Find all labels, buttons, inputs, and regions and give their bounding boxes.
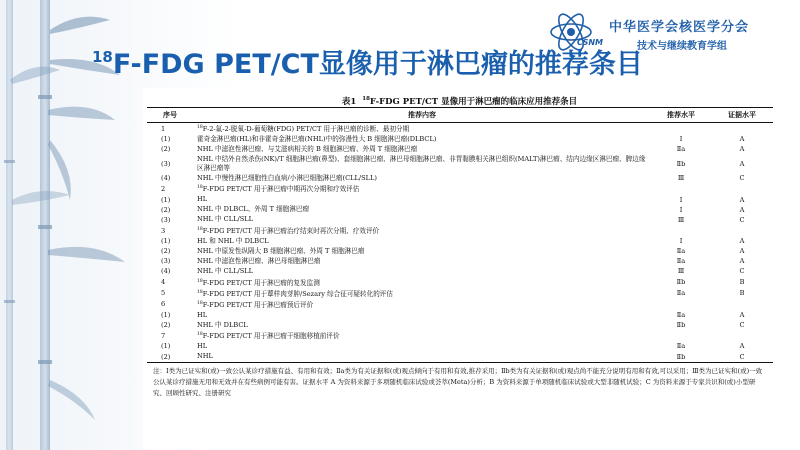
row-number: (2) xyxy=(161,205,171,214)
table-row xyxy=(147,256,773,266)
row-content xyxy=(193,123,651,135)
row-recommendation-level: Ⅱb xyxy=(676,159,686,168)
table-row xyxy=(147,320,773,330)
row-content-text: F-FDG PET/CT 用于淋巴瘤干细胞移植前评价 xyxy=(202,332,340,341)
table-row xyxy=(147,341,773,351)
row-content: NHL 中滤泡性淋巴瘤、淋巴母细胞淋巴瘤 xyxy=(197,256,321,265)
row-number: (4) xyxy=(161,174,171,183)
table-row xyxy=(147,183,773,194)
row-content: NHL 中滤泡性淋巴瘤、与艾滋病相关的 B 细胞淋巴瘤、外周 T 细胞淋巴瘤 xyxy=(197,144,418,153)
row-content: NHL xyxy=(193,352,651,363)
row-evidence-level: A xyxy=(739,237,745,246)
row-number: 1 xyxy=(161,124,166,133)
header-no: 序号 xyxy=(147,108,193,123)
row-evidence-level: A xyxy=(739,205,745,214)
row-evidence-level: B xyxy=(739,278,745,287)
row-evidence-level: A xyxy=(739,145,745,154)
row-content xyxy=(193,183,651,194)
row-superscript: 18 xyxy=(197,185,203,191)
table-row xyxy=(147,246,773,256)
row-evidence-level xyxy=(711,183,773,194)
table-row xyxy=(147,173,773,183)
row-recommendation-level: Ⅲ xyxy=(677,174,685,183)
table-row xyxy=(147,134,773,144)
table-row xyxy=(147,225,773,236)
table-row xyxy=(147,195,773,205)
row-number: (2) xyxy=(161,247,171,256)
row-evidence-level: A xyxy=(739,311,745,320)
slide-title xyxy=(92,42,643,81)
row-content xyxy=(193,225,651,236)
row-evidence-level: A xyxy=(739,342,745,351)
table-header-row xyxy=(147,108,773,123)
row-number: (1) xyxy=(161,311,171,320)
row-content: NHL 中 DLBCL、外周 T 细胞淋巴瘤 xyxy=(197,205,310,214)
row-recommendation-level xyxy=(651,183,711,194)
row-recommendation-level: Ⅱb xyxy=(651,352,711,363)
row-recommendation-level: Ⅱa xyxy=(676,257,686,266)
row-content-text: F-FDG PET/CT 用于蕈样肉芽肿/Sezary 综合征可疑转化的评估 xyxy=(202,289,393,298)
row-recommendation-level: Ⅱa xyxy=(676,342,686,351)
row-content: NHL 中慢性淋巴细胞性白血病/小淋巴细胞淋巴瘤(CLL/SLL) xyxy=(197,173,377,182)
row-evidence-level xyxy=(711,225,773,236)
row-content-text: F-FDG PET/CT 用于淋巴瘤的复发监测 xyxy=(202,278,320,287)
row-number: (3) xyxy=(161,159,171,168)
row-superscript: 18 xyxy=(197,300,203,306)
table-row xyxy=(147,144,773,154)
row-content xyxy=(193,288,651,299)
row-content-text: F-FDG PET/CT 用于淋巴瘤治疗结束时再次分期、疗效评价 xyxy=(202,227,380,236)
row-content-text: F-FDG PET/CT 用于淋巴瘤中期再次分期和疗效评估 xyxy=(202,185,360,194)
row-number: 3 xyxy=(161,226,166,235)
row-content xyxy=(193,299,651,310)
row-recommendation-level: Ⅱa xyxy=(676,145,686,154)
row-content: NHL 中原发性纵隔大 B 细胞淋巴瘤、外周 T 细胞淋巴瘤 xyxy=(197,246,365,255)
society-abbr: CSNM xyxy=(577,38,604,47)
row-evidence-level: A xyxy=(739,135,745,144)
row-superscript: 18 xyxy=(197,226,203,232)
row-evidence-level: B xyxy=(739,289,745,298)
row-evidence-level: A xyxy=(739,159,745,168)
row-number: 5 xyxy=(161,289,166,298)
row-evidence-level: A xyxy=(739,257,745,266)
row-evidence-level: C xyxy=(739,215,745,224)
row-superscript: 18 xyxy=(197,278,203,284)
row-content: 霍奇金淋巴瘤(HL)和非霍奇金淋巴瘤(NHL)中的弥漫性大 B 细胞淋巴瘤(DLBCL) xyxy=(197,134,437,143)
row-superscript: 18 xyxy=(197,289,203,295)
row-number: (2) xyxy=(161,145,171,154)
row-content-text: F-2-氟-2-脱氧-D-葡萄糖(FDG) PET/CT 用于淋巴瘤的诊断、最初分期 xyxy=(202,125,410,134)
row-number: 7 xyxy=(161,331,166,340)
row-number: (4) xyxy=(161,267,171,276)
society-name: 中华医学会核医学分会 xyxy=(609,20,750,35)
table-row xyxy=(147,266,773,276)
row-number: (1) xyxy=(161,135,171,144)
row-recommendation-level: Ⅱa xyxy=(676,247,686,256)
row-recommendation-level: Ⅱa xyxy=(676,311,686,320)
table-row xyxy=(147,310,773,320)
row-number: (3) xyxy=(161,215,171,224)
caption-text: F-FDG PET/CT 显像用于淋巴瘤的临床应用推荐条目 xyxy=(369,97,578,107)
row-superscript: 18 xyxy=(197,332,203,338)
row-content: NHL 中 CLL/SLL xyxy=(197,215,253,224)
table-footnote: 注：Ⅰ类为已证实和(或)一致公认某诊疗措施有益、有用和有效；Ⅱa类为有关证据和(或)观点倾向于有用和有效,推荐采用；Ⅱb类为有关证据和(或)观点尚不能充分说明有用和有效,可以采用；Ⅲ类为已证实和(或)一致公认某诊疗措施无用和无效并在有些病例可能有害。证据水平 A 为资料来源于多项随机临床试验或荟萃(Meta)分析；B 为资料来源于单项随机临床试验或大型非随机试验；C 为资料来源于专家共识和(或)小型研究、回顾性研究、注册研究 xyxy=(153,366,763,397)
document-table-image xyxy=(143,88,776,449)
row-recommendation-level: Ⅲ xyxy=(677,215,685,224)
caption-superscript: 18 xyxy=(362,96,370,103)
recommendation-table xyxy=(147,107,773,363)
row-evidence-level: C xyxy=(739,321,745,330)
table-row xyxy=(147,352,773,363)
header-level: 推荐水平 xyxy=(651,108,711,123)
row-recommendation-level: Ⅰ xyxy=(679,195,683,204)
row-content: HL xyxy=(197,310,208,319)
row-evidence-level: C xyxy=(711,352,773,363)
row-number: 4 xyxy=(161,278,166,287)
row-recommendation-level xyxy=(651,299,711,310)
row-content xyxy=(193,330,651,341)
table-row xyxy=(147,330,773,341)
row-evidence-level: C xyxy=(739,174,745,183)
row-number: (1) xyxy=(161,195,171,204)
row-recommendation-level xyxy=(651,330,711,341)
row-recommendation-level xyxy=(651,123,711,135)
row-number: (3) xyxy=(161,257,171,266)
row-recommendation-level: Ⅱb xyxy=(676,278,686,287)
table-row xyxy=(147,299,773,310)
row-content: HL 和 NHL 中 DLBCL xyxy=(197,236,269,245)
row-superscript: 18 xyxy=(197,125,203,130)
row-content-text: F-FDG PET/CT 用于淋巴瘤预后评价 xyxy=(202,301,314,310)
row-recommendation-level: Ⅰ xyxy=(679,237,683,246)
row-recommendation-level: Ⅰ xyxy=(679,135,683,144)
table-caption xyxy=(143,95,776,107)
row-number: (2) xyxy=(147,352,193,363)
row-number: 2 xyxy=(161,185,166,194)
row-number: (1) xyxy=(161,237,171,246)
row-content xyxy=(193,277,651,288)
title-superscript: 18 xyxy=(92,48,113,66)
row-content: NHL 中结外自然杀伤(NK)/T 细胞淋巴瘤(鼻型)、套细胞淋巴瘤、淋巴母细胞淋巴瘤、非胃黏膜相关淋巴组织(MALT)淋巴瘤、结内边缘区淋巴瘤、脾边缘区淋巴瘤等 xyxy=(197,154,646,172)
table-row xyxy=(147,236,773,246)
header-evidence: 证据水平 xyxy=(711,108,773,123)
table-row xyxy=(147,277,773,288)
row-recommendation-level: Ⅲ xyxy=(677,267,685,276)
row-recommendation-level: Ⅱb xyxy=(676,321,686,330)
table-row xyxy=(147,154,773,173)
table-row xyxy=(147,288,773,299)
row-number: (1) xyxy=(161,342,171,351)
row-content: HL xyxy=(197,195,208,204)
row-evidence-level: A xyxy=(739,195,745,204)
row-number: (2) xyxy=(161,321,171,330)
row-content: HL xyxy=(197,341,208,350)
row-evidence-level: A xyxy=(739,247,745,256)
table-row xyxy=(147,123,773,135)
table-row xyxy=(147,215,773,225)
row-content: NHL 中 CLL/SLL xyxy=(197,266,253,275)
header-content: 推荐内容 xyxy=(193,108,651,123)
row-evidence-level: C xyxy=(739,267,745,276)
row-recommendation-level: Ⅰ xyxy=(679,205,683,214)
society-group: 技术与继续教育学组 xyxy=(637,41,727,52)
title-text: F-FDG PET/CT显像用于淋巴瘤的推荐条目 xyxy=(112,49,643,80)
row-evidence-level xyxy=(711,299,773,310)
table-row xyxy=(147,205,773,215)
row-recommendation-level: Ⅱa xyxy=(676,289,686,298)
row-evidence-level xyxy=(711,123,773,135)
row-recommendation-level xyxy=(651,225,711,236)
row-number: 6 xyxy=(161,300,166,309)
row-content: NHL 中 DLBCL xyxy=(197,320,248,329)
caption-label: 表1 xyxy=(341,97,357,107)
row-evidence-level xyxy=(711,330,773,341)
